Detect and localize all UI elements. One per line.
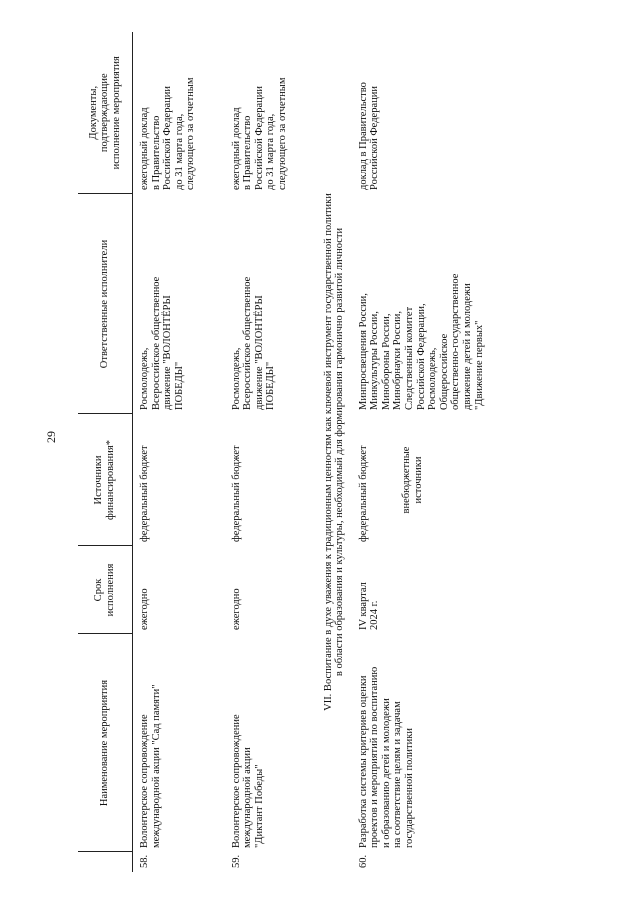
page-number: 29 [44, 431, 58, 443]
confirming-documents: ежегодный доклад в Правительство Российской Федерации до 31 марта года, следующего за отчетным [139, 77, 197, 190]
table-header-row [78, 32, 133, 872]
table-row-59 [225, 32, 317, 872]
row-number: 58. [139, 854, 150, 868]
funding-source: федеральный бюджет [357, 445, 369, 542]
table-row-58 [133, 32, 225, 872]
header-measure-name: Наименование мероприятия [78, 634, 133, 852]
term: ежегодно [230, 588, 242, 630]
measures-table [78, 32, 491, 872]
section-heading-row [317, 32, 352, 872]
header-executors: Ответственные исполнители [78, 194, 133, 414]
executors: Росмолодежь, Всероссийское общественное движение "ВОЛОНТЁРЫ ПОБЕДЫ" [230, 276, 277, 410]
funding-source: федеральный бюджет [230, 445, 242, 542]
funding-source: федеральный бюджет [139, 445, 150, 542]
row-number: 59. [230, 854, 242, 868]
funding-source-cell [352, 414, 492, 546]
header-number [78, 852, 133, 872]
executors: Росмолодежь, Всероссийское общественное движение "ВОЛОНТЁРЫ ПОБЕДЫ" [139, 276, 185, 410]
executors: Минпросвещения России, Минкультуры России, Минобороны России, Минобрнауки России, Следственный комитет Российской Федерации, Росмолодежь, Общероссийское общественно-государственное движение детей и молодежи "Движение первых" [357, 273, 485, 410]
measure-name: Волонтерское сопровождение международной акции "Диктант Победы" [230, 714, 265, 848]
term: ежегодно [139, 588, 150, 630]
term: IV квартал 2024 г. [357, 582, 381, 630]
confirming-documents: ежегодный доклад в Правительство Российской Федерации до 31 марта года, следующего за отчетным [230, 77, 288, 190]
rotated-document-table [78, 32, 608, 872]
confirming-documents: доклад в Правительство Российской Федерации [357, 82, 381, 190]
table-row-60 [352, 32, 492, 872]
funding-source-extra: внебюджетные источники [401, 446, 424, 514]
header-funding-source: Источники финансирования* [78, 414, 133, 546]
section-heading: VII. Воспитание в духе уважения к традиционным ценностям как ключевой инструмент государственной политики в области образования и культуры, необходимый для формирования гармонично развитой личности [322, 193, 346, 711]
header-term: Срок исполнения [78, 546, 133, 634]
measure-name: Волонтерское сопровождение международной акции "Сад памяти" [139, 684, 162, 848]
row-number: 60. [357, 854, 369, 868]
measure-name: Разработка системы критериев оценки проектов и мероприятий по воспитанию и образованию детей и молодежи на соответствие целям и задачам государственной политики [357, 666, 416, 848]
header-documents: Документы, подтверждающие исполнение мероприятия [78, 32, 133, 194]
